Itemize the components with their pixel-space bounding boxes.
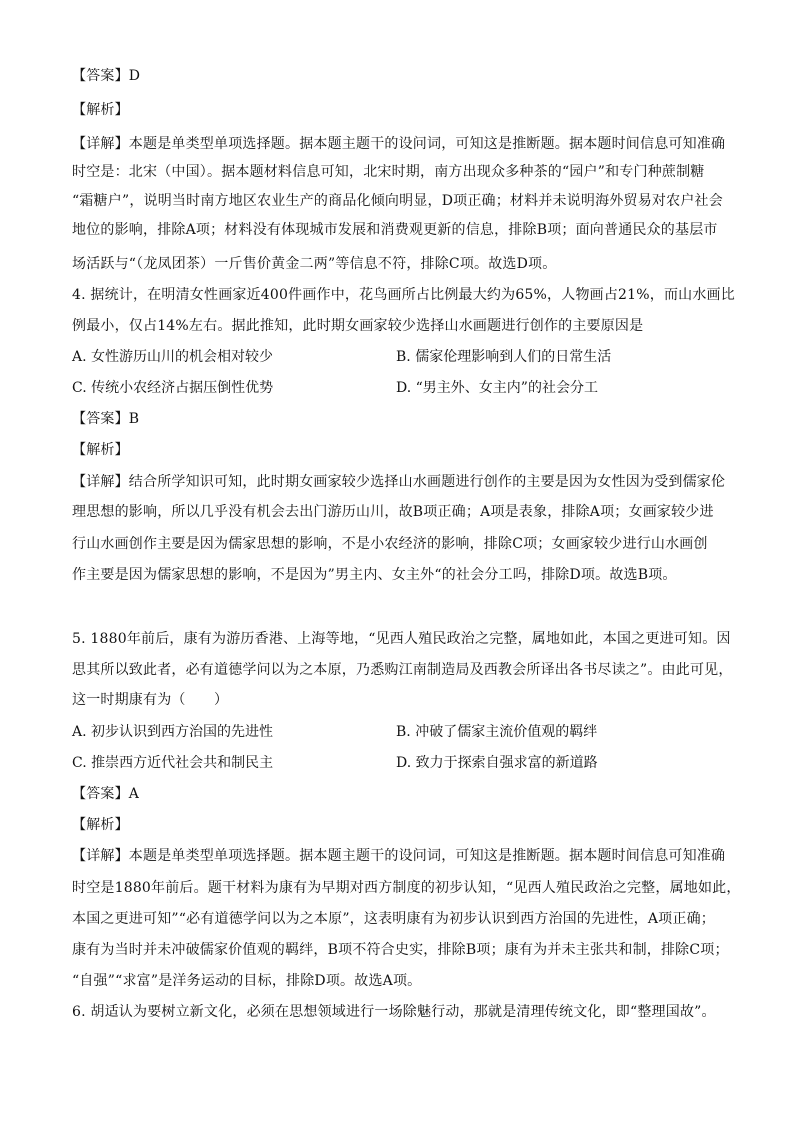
q3-analysis-label: 【解析】: [72, 102, 129, 118]
q4-option-b: B. 儒家伦理影响到人们的日常生活: [396, 349, 612, 365]
q4-answer: 【答案】B: [72, 411, 140, 427]
q5-answer: 【答案】A: [72, 786, 140, 802]
q4-detail-line-1: 【详解】结合所学知识可知，此时期女画家较少选择山水画题进行创作的主要是因为女性因为受到儒家伦: [72, 474, 726, 490]
q4-detail-line-4: 作主要是因为儒家思想的影响，不是因为”男主内、女主外“的社会分工吗，排除D项。故选B项。: [72, 567, 677, 583]
q5-detail-line-2: 时空是1880年前后。题干材料为康有为早期对西方制度的初步认知，“见西人殖民政治之完整，属地如此，: [72, 880, 741, 896]
q5-option-a: A. 初步认识到西方治国的先进性: [72, 724, 274, 740]
q4-detail-line-2: 理思想的影响，所以几乎没有机会去出门游历山川，故B项正确；A项是表象，排除A项；女画家较少进: [72, 504, 714, 520]
q5-stem-line-3: 这一时期康有为（ ）: [72, 692, 229, 708]
q4-stem-line-1: 4. 据统计，在明清女性画家近400件画作中，花鸟画所占比例最大约为65%，人物画占21%，而山水画比: [72, 287, 735, 303]
q4-stem-line-2: 例最小，仅占14%左右。据此推知，此时期女画家较少选择山水画题进行创作的主要原因是: [72, 318, 644, 334]
q6-stem-line-1: 6. 胡适认为要树立新文化，必须在思想领域进行一场除魅行动，那就是清理传统文化，即“整理国故”。: [72, 1004, 716, 1020]
q5-stem-line-2: 思其所以致此者，必有道德学问以为之本原，乃悉购江南制造局及西教会所译出各书尽读之”。由此可见，: [72, 662, 733, 678]
q3-detail-line-3: “霜糖户”，说明当时南方地区农业生产的商品化倾向明显，D项正确；材料并未说明海外贸易对农户社会: [72, 193, 723, 209]
q5-detail-line-4: 康有为当时并未冲破儒家价值观的羁绊，B项不符合史实，排除B项；康有为并未主张共和制，排除C项；: [72, 942, 729, 958]
q4-detail-line-3: 行山水画创作主要是因为儒家思想的影响，不是小农经济的影响，排除C项；女画家较少进行山水画创: [72, 536, 708, 552]
q3-detail-line-2: 时空是：北宋（中国）。据本题材料信息可知，北宋时期，南方出现众多种茶的“园户”和专门种蔗制糖: [72, 164, 705, 180]
q4-analysis-label: 【解析】: [72, 442, 129, 458]
q4-option-a: A. 女性游历山川的机会相对较少: [72, 349, 274, 365]
q4-option-d: D. “男主外、女主内”的社会分工: [396, 380, 598, 396]
q3-detail-line-1: 【详解】本题是单类型单项选择题。据本题主题干的设问词，可知这是推断题。据本题时间信息可知准确: [72, 136, 726, 152]
q5-option-c: C. 推崇西方近代社会共和制民主: [72, 755, 274, 771]
q4-option-c: C. 传统小农经济占据压倒性优势: [72, 380, 274, 396]
q5-stem-line-1: 5. 1880年前后，康有为游历香港、上海等地，“见西人殖民政治之完整，属地如此，本国之更进可知。因: [72, 631, 731, 647]
q5-detail-line-1: 【详解】本题是单类型单项选择题。据本题主题干的设问词，可知这是推断题。据本题时间信息可知准确: [72, 848, 726, 864]
q5-detail-line-5: “自强”“求富”是洋务运动的目标，排除D项。故选A项。: [72, 973, 422, 989]
q5-analysis-label: 【解析】: [72, 817, 129, 833]
q5-option-b: B. 冲破了儒家主流价值观的羁绊: [396, 724, 598, 740]
q5-detail-line-3: 本国之更进可知”“必有道德学问以为之本原”，这表明康有为初步认识到西方治国的先进性，A项正确；: [72, 911, 715, 927]
q5-option-d: D. 致力于探索自强求富的新道路: [396, 755, 598, 771]
q3-answer: 【答案】D: [72, 68, 141, 84]
q3-detail-line-5: 场活跃与“（龙凤团茶）一斤售价黄金二两”等信息不符，排除C项。故选D项。: [72, 256, 557, 272]
q3-detail-line-4: 地位的影响，排除A项；材料没有体现城市发展和消费观更新的信息，排除B项；面向普通民众的基层市: [72, 222, 718, 238]
